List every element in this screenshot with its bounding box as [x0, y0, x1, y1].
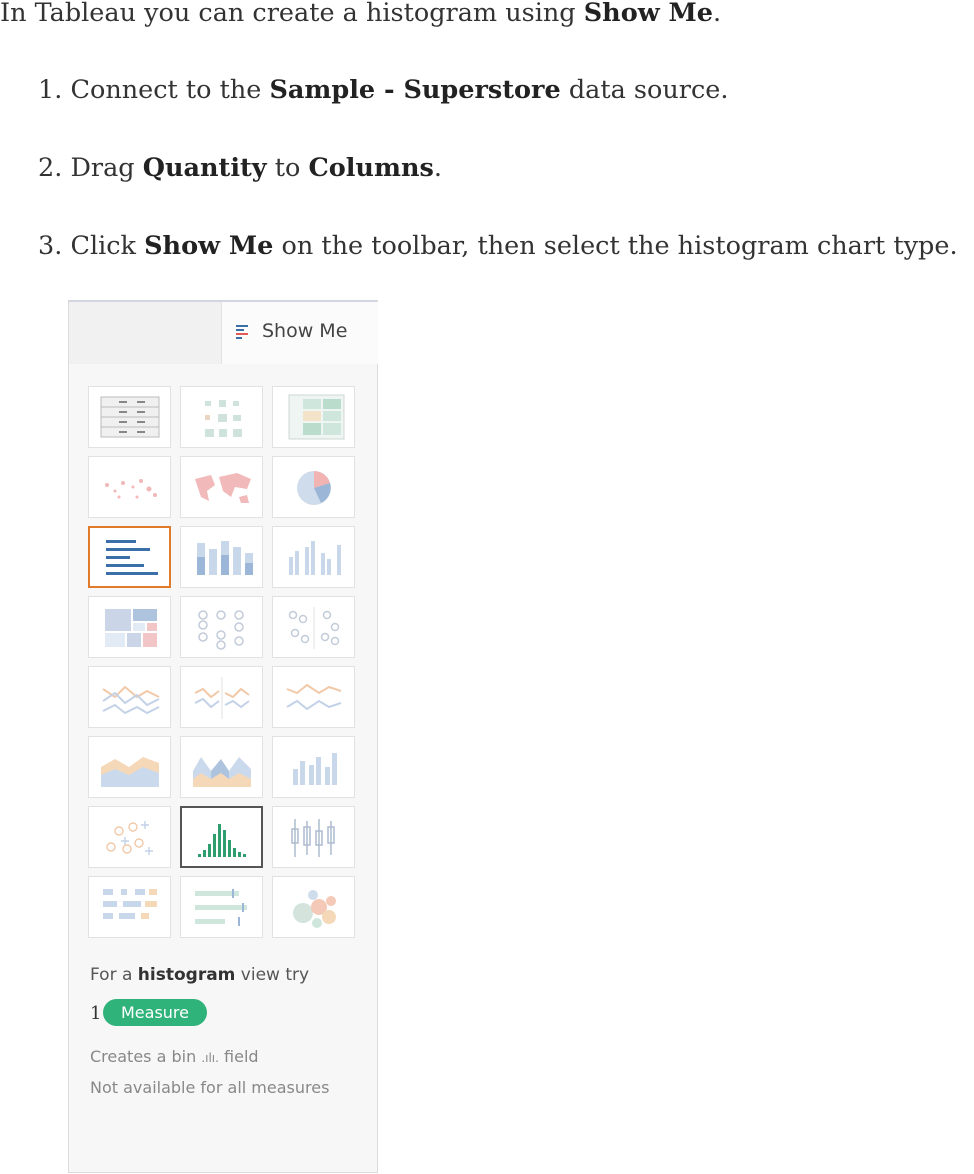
bin-icon: .ılı.	[201, 1051, 219, 1065]
measure-pill: Measure	[103, 999, 207, 1026]
pie-chart-icon[interactable]	[272, 456, 355, 518]
box-whisker-icon[interactable]	[272, 806, 355, 868]
discrete-lines-icon[interactable]	[180, 666, 263, 728]
availability-note: Not available for all measures	[90, 1078, 330, 1097]
circle-views-icon[interactable]	[180, 596, 263, 658]
scatter-plot-icon[interactable]	[88, 806, 171, 868]
packed-bubbles-icon[interactable]	[272, 876, 355, 938]
show-me-tab-label: Show Me	[262, 320, 348, 342]
treemap-icon[interactable]	[88, 596, 171, 658]
gantt-icon[interactable]	[88, 876, 171, 938]
highlight-table-icon[interactable]	[272, 386, 355, 448]
show-me-tab[interactable]	[221, 302, 378, 364]
area-continuous-icon[interactable]	[88, 736, 171, 798]
intro-paragraph: In Tableau you can create a histogram using Show Me.	[0, 0, 722, 28]
step-1: 1. Connect to the Sample - Superstore data source.	[38, 75, 729, 105]
continuous-lines-icon[interactable]	[88, 666, 171, 728]
tab-strip	[69, 302, 221, 364]
measure-count: 1	[90, 1003, 102, 1024]
horizontal-bars-icon[interactable]	[88, 526, 171, 588]
text-table-icon[interactable]	[88, 386, 171, 448]
symbol-map-icon[interactable]	[88, 456, 171, 518]
show-me-term: Show Me	[583, 0, 713, 28]
show-me-icon	[236, 324, 252, 340]
bin-note: Creates a bin .ılı. field	[90, 1047, 259, 1066]
heat-map-icon[interactable]	[180, 386, 263, 448]
side-by-side-circles-icon[interactable]	[272, 596, 355, 658]
histogram-icon[interactable]	[180, 806, 263, 868]
histogram-hint: For a histogram view try	[90, 965, 310, 985]
step-2: 2. Drag Quantity to Columns.	[38, 153, 442, 183]
dual-combination-icon[interactable]	[272, 736, 355, 798]
stacked-bars-icon[interactable]	[180, 526, 263, 588]
dual-lines-icon[interactable]	[272, 666, 355, 728]
area-discrete-icon[interactable]	[180, 736, 263, 798]
step-3: 3. Click Show Me on the toolbar, then select the histogram chart type.	[38, 231, 958, 261]
bullet-graph-icon[interactable]	[180, 876, 263, 938]
show-me-panel	[68, 300, 378, 1173]
side-by-side-bars-icon[interactable]	[272, 526, 355, 588]
filled-map-icon[interactable]	[180, 456, 263, 518]
